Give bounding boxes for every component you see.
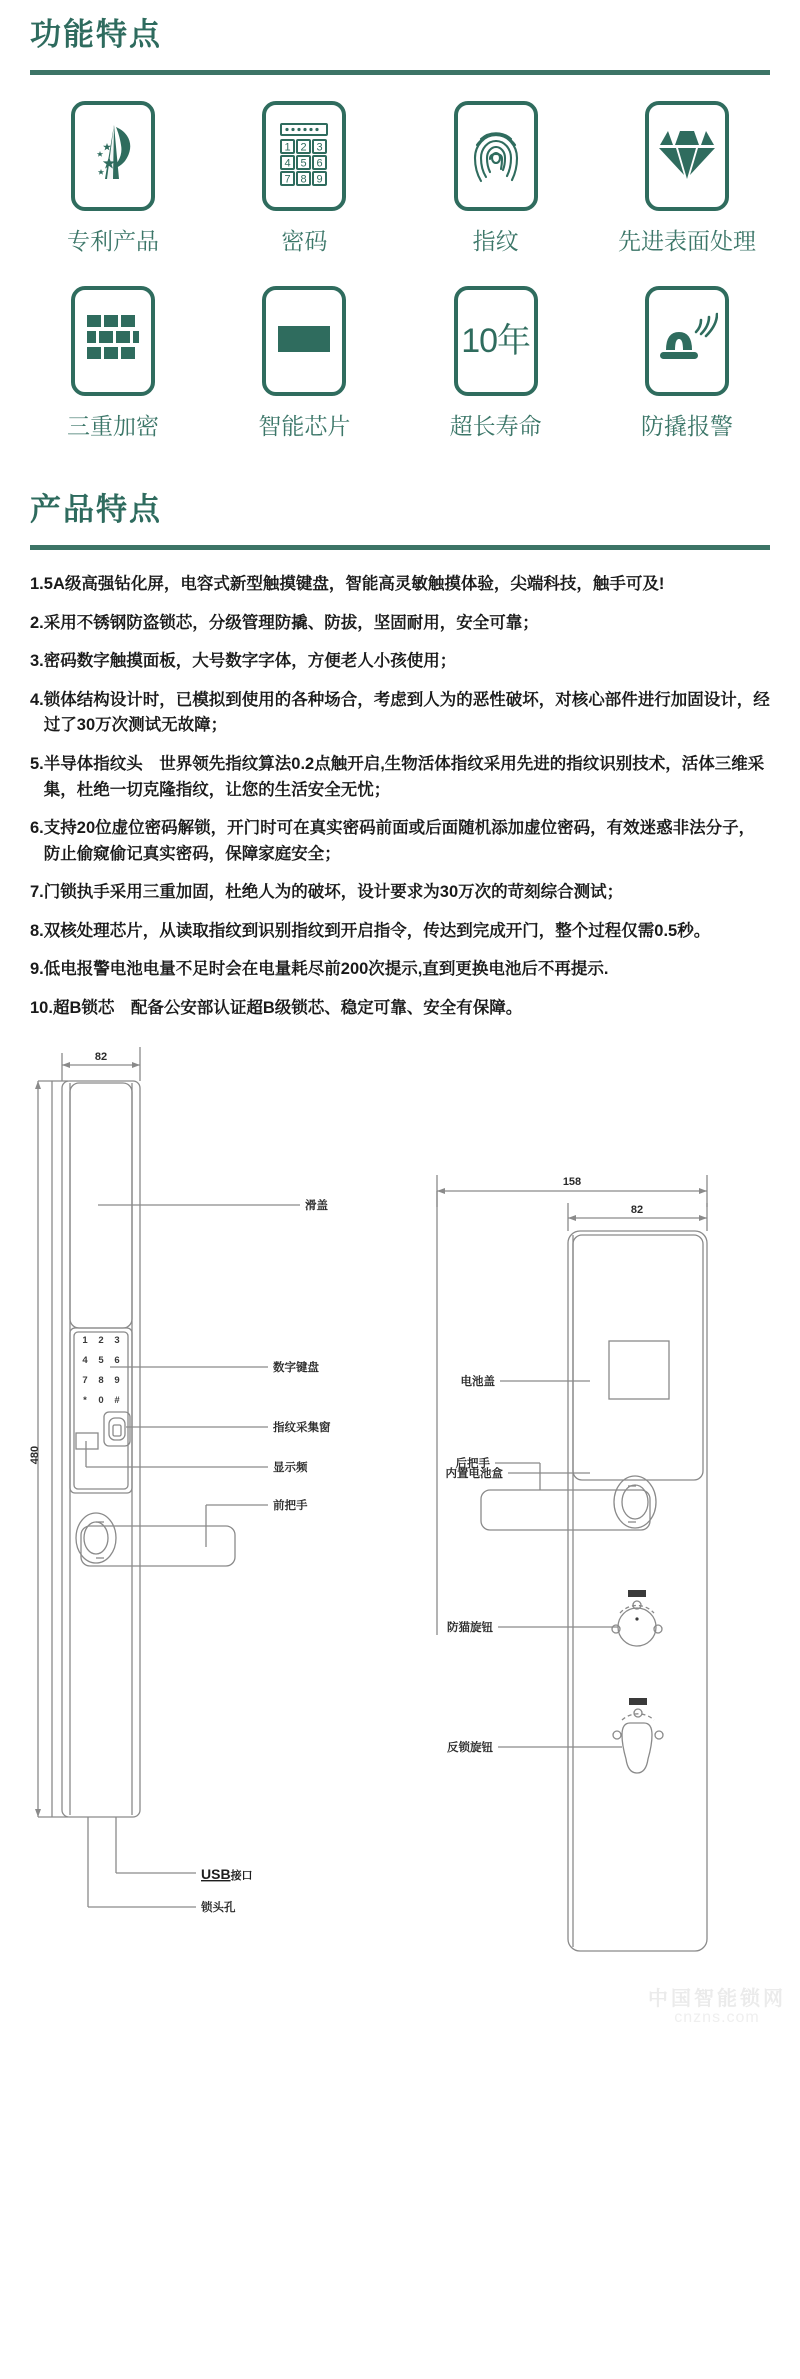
- svg-text:5: 5: [300, 157, 307, 170]
- patent-product-icon: [85, 117, 141, 196]
- callout-deadbolt-knob: 反锁旋钮: [447, 1741, 493, 1754]
- callout-built-in-battery-box: 内置电池盒: [445, 1467, 503, 1480]
- icon-box: [71, 286, 155, 396]
- svg-text:8: 8: [98, 1374, 104, 1386]
- watermark-english: cnzns.com: [674, 2008, 760, 2026]
- feature-cell-fingerprint: [407, 101, 585, 256]
- list-item-number: 10.: [30, 998, 53, 1017]
- list-item-text: 采用不锈钢防盗锁芯，分级管理防撬、防拔，坚固耐用，安全可靠；: [43, 613, 539, 632]
- list-item: [30, 816, 770, 867]
- svg-text:3: 3: [114, 1334, 120, 1346]
- feature-label: 超长寿命: [449, 413, 542, 440]
- svg-text:7: 7: [284, 173, 291, 186]
- svg-text:*: *: [83, 1394, 87, 1406]
- smart-chip-icon: [275, 322, 333, 361]
- svg-text:8: 8: [300, 173, 307, 186]
- list-item-text: 半导体指纹头 世界领先指纹算法0.2点触开启,生物活体指纹采用先进的指纹识别技术，活体三维采集，杜绝一切克隆指纹，让您的生活安全无忧；: [43, 755, 765, 799]
- icon-box: [262, 286, 346, 396]
- svg-text:4: 4: [82, 1354, 88, 1366]
- feature-icon-row-2: [0, 256, 800, 441]
- list-item: [30, 688, 770, 739]
- page-title-function-features: 功能特点: [30, 17, 162, 52]
- list-item-text: 密码数字触摸面板，大号数字字体，方便老人小孩使用；: [43, 652, 457, 671]
- svg-text:4: 4: [284, 157, 291, 170]
- svg-text:1: 1: [284, 141, 291, 154]
- callout-usb-port: USB接口: [201, 1865, 253, 1882]
- list-item-text: 低电报警电池电量不足时会在电量耗尽前200次提示,直到更换电池后不再提示.: [43, 960, 609, 979]
- keypad-password-icon: [275, 117, 333, 196]
- feature-label: 防撬报警: [640, 413, 733, 440]
- svg-text:2: 2: [98, 1334, 104, 1346]
- fingerprint-icon: [468, 115, 524, 198]
- svg-text:0: 0: [98, 1394, 104, 1406]
- svg-text:9: 9: [316, 173, 323, 186]
- icon-box: [645, 101, 729, 211]
- svg-text:#: #: [114, 1394, 120, 1406]
- callout-numeric-keypad: 数字键盘: [273, 1361, 319, 1374]
- list-item-text: 支持20位虚位密码解锁，开门时可在真实密码前面或后面随机添加虚位密码，有效迷惑非法分子，防止偷窥偷记真实密码，保障家庭安全；: [43, 819, 756, 863]
- feature-label: 专利产品: [67, 228, 159, 255]
- icon-box: [71, 101, 155, 211]
- list-item-number: 9.: [30, 960, 44, 979]
- feature-label: 三重加密: [67, 413, 159, 440]
- list-item: [30, 572, 770, 598]
- list-item-number: 3.: [30, 652, 44, 671]
- product-feature-list: [0, 550, 800, 1021]
- list-item-number: 8.: [30, 921, 44, 940]
- list-item-number: 1.: [30, 575, 44, 594]
- feature-cell-password: [215, 101, 393, 256]
- watermark-chinese: 中国智能锁网: [648, 1987, 786, 2010]
- svg-text:1: 1: [82, 1334, 88, 1346]
- feature-cell-tamper-alarm: [598, 286, 776, 441]
- feature-label: 密码: [281, 228, 328, 255]
- callout-anti-cat-knob: 防猫旋钮: [447, 1621, 493, 1634]
- technical-drawing: [0, 1035, 800, 2045]
- icon-box: [454, 286, 538, 396]
- svg-text:7: 7: [82, 1374, 88, 1386]
- feature-label: 先进表面处理: [617, 228, 756, 255]
- list-item-text: 锁体结构设计时，已模拟到使用的各种场合，考虑到人为的恶性破坏，对核心部件进行加固设计，经过了30万次测试无故障；: [43, 690, 770, 735]
- feature-cell-long-life: [407, 286, 585, 441]
- triple-encryption-icon: [85, 313, 141, 370]
- list-item: [30, 752, 770, 803]
- feature-cell-patent-product: [24, 101, 202, 256]
- list-item-number: 2.: [30, 613, 44, 632]
- diamond-surface-icon: [656, 125, 718, 188]
- function-features-header: [0, 0, 800, 75]
- callout-front-handle: 前把手: [273, 1499, 308, 1512]
- svg-text:9: 9: [114, 1374, 120, 1386]
- icon-box: [262, 101, 346, 211]
- icon-box: [645, 286, 729, 396]
- dimension-front-height: 480: [29, 1445, 41, 1464]
- feature-label: 智能芯片: [258, 413, 351, 440]
- feature-cell-triple-encryption: [24, 286, 202, 441]
- list-item-number: 7.: [30, 883, 44, 902]
- tamper-alarm-icon: [656, 306, 718, 377]
- ten-year-life-icon: 10年: [461, 322, 531, 361]
- list-item-number: 6.: [30, 819, 44, 838]
- callout-display-screen: 显示频: [273, 1461, 308, 1474]
- list-item: [30, 649, 770, 675]
- feature-cell-surface-treatment: [598, 101, 776, 256]
- svg-text:2: 2: [300, 141, 307, 154]
- svg-text:6: 6: [114, 1354, 120, 1366]
- page-title-product-features: 产品特点: [30, 492, 162, 528]
- svg-text:3: 3: [316, 141, 323, 154]
- list-item: [30, 880, 770, 906]
- dimension-back-total: 158: [562, 1175, 582, 1188]
- watermark: [648, 1989, 786, 2027]
- feature-cell-smart-chip: [215, 286, 393, 441]
- list-item-text: 超B锁芯 配备公安部认证超B级锁芯、稳定可靠、安全有保障。: [52, 998, 523, 1017]
- svg-text:5: 5: [98, 1354, 104, 1366]
- callout-battery-cover: 电池盖: [460, 1375, 495, 1388]
- list-item-text: 双核处理芯片，从读取指纹到识别指纹到开启指令，传达到完成开门，整个过程仅需0.5秒。: [43, 921, 711, 940]
- list-item: [30, 611, 770, 637]
- callout-slide-cover: 滑盖: [305, 1199, 328, 1212]
- list-item: [30, 957, 770, 983]
- icon-box: [454, 101, 538, 211]
- svg-text:6: 6: [316, 157, 323, 170]
- list-item: [30, 919, 770, 945]
- callout-lock-cylinder-hole: 锁头孔: [201, 1901, 236, 1914]
- list-item: [30, 996, 770, 1022]
- feature-icon-row-1: [0, 75, 800, 256]
- feature-label: 指纹: [472, 228, 519, 255]
- dimension-front-width: 82: [94, 1050, 108, 1063]
- list-item-text: 5A级高强钻化屏，电容式新型触摸键盘，智能高灵敏触摸体验，尖端科技，触手可及!: [43, 575, 665, 594]
- list-item-number: 5.: [30, 755, 44, 773]
- list-item-number: 4.: [30, 690, 44, 709]
- dimension-back-width: 82: [630, 1203, 644, 1216]
- callout-fingerprint-window: 指纹采集窗: [273, 1421, 331, 1434]
- callout-rear-handle: 后把手: [455, 1457, 490, 1470]
- list-item-text: 门锁执手采用三重加固，杜绝人为的破坏，设计要求为30万次的苛刻综合测试；: [43, 883, 624, 902]
- product-features-header: [0, 475, 800, 550]
